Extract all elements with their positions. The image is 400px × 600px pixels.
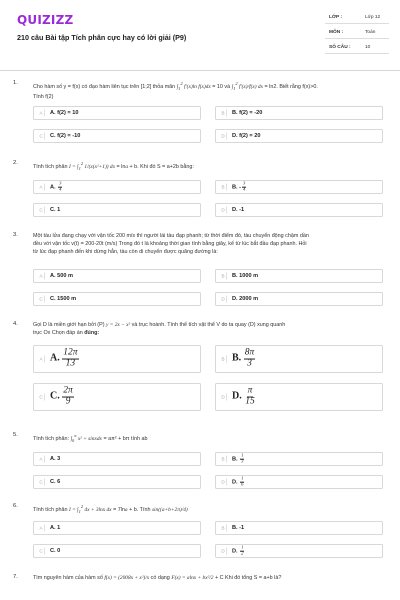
option-d[interactable]: D D. f(2) = 20 (215, 129, 383, 143)
meta-row-class (325, 12, 389, 24)
integral-expression: $I = \int_1^2$ 4x + 3lnx dx (68, 504, 112, 514)
question-text: Gọi D là miền giới hạn bởi (P) y = 2x − x² và trục hoành. Tính thể tích vật thể V do ta quay (D) xung quanh trục Ox Chọn đáp án đúng: (33, 322, 286, 336)
option-d[interactable]: D D. -1 (215, 203, 383, 217)
option-a[interactable]: A A. $\frac{3}{4}$ (33, 180, 201, 194)
question-text: Tìm nguyên hàm của hàm số f(x) = (2008x + x²)/x có dạng F(x) = alnx + bx²/2 + C Khi đó tổng S = a+b là? (33, 575, 282, 581)
header-divider (0, 70, 400, 71)
quizizz-logo: QUIZIZZ (17, 13, 74, 27)
meta-row-subject (325, 27, 389, 39)
option-c[interactable]: C C. 1500 m (33, 292, 201, 306)
option-a[interactable]: A A. $\frac{12\pi}{13}$ (33, 345, 201, 373)
integral-expression: $\int_0^\pi$ x² + sinxdx (70, 433, 102, 443)
option-c[interactable]: C C. $\frac{2\pi}{9}$ (33, 383, 201, 411)
meta-label: MÔN : (329, 30, 344, 35)
integral-expression-2: $\int_1^2$ f'(x)/f(x) dx (231, 81, 263, 91)
meta-value: Lớp 12 (365, 15, 381, 20)
document-header (0, 0, 400, 66)
option-c[interactable]: C C. f(2) = -10 (33, 129, 201, 143)
question-number: 2. (13, 160, 18, 166)
option-a[interactable]: A A. 1 (33, 521, 201, 535)
meta-value: Toán (365, 30, 376, 35)
meta-label: SỐ CÂU : (329, 45, 351, 50)
option-a[interactable]: A A. 500 m (33, 269, 201, 283)
antiderivative-expression: F(x) = alnx + bx²/2 (171, 575, 214, 581)
question-number: 5. (13, 432, 18, 438)
question-number: 4. (13, 321, 18, 327)
option-b[interactable]: B B. 1000 m (215, 269, 383, 283)
option-a[interactable]: A A. 3 (33, 452, 201, 466)
meta-value: 10 (365, 45, 371, 50)
parabola-expression: y = 2x − x² (105, 322, 131, 328)
option-b[interactable]: B B. f(2) = -20 (215, 106, 383, 120)
question-number: 6. (13, 503, 18, 509)
question-number: 3. (13, 232, 18, 238)
question-text: Tính tích phân $I = \int_1^2$ 4x + 3lnx dx = 7lna + b. Tính sin((a+b+2π)/4) (33, 504, 188, 514)
option-b[interactable]: B B. -1 (215, 521, 383, 535)
option-d[interactable]: D D. $\frac{1}{6}$ (215, 475, 383, 489)
option-b[interactable]: B B. - $\frac{3}{4}$ (215, 180, 383, 194)
question-text: Tính tích phân $I = \int_1^2$ 1/(x(x²+1)) dx = lna + b. Khi đó S = a+2b bằng: (33, 161, 194, 171)
meta-row-count (325, 42, 389, 54)
question-text: Cho hàm số y = f(x) có đạo hàm liên tục trên [1;2] thỏa mãn $\int_1^2$ f'(x)ln f(x)dx = 10 và $\int_1^2$ f'(x)/f(x) dx = ln2. Biết rằng f(x)>0. Tính f(2) (33, 81, 318, 100)
function-expression: f(x) = (2008x + x²)/x (104, 575, 150, 581)
option-c[interactable]: C C. 1 (33, 203, 201, 217)
option-d[interactable]: D D. $\frac{1}{2}$ (215, 544, 383, 558)
option-b[interactable]: B B. $\frac{1}{3}$ (215, 452, 383, 466)
option-d[interactable]: D D. 2000 m (215, 292, 383, 306)
option-a[interactable]: A A. f(2) = 10 (33, 106, 201, 120)
page-title: 210 câu Bài tập Tích phân cực hay có lời giải (P9) (17, 33, 187, 42)
meta-label: LỚP : (329, 15, 343, 20)
sine-expression: sin((a+b+2π)/4) (151, 506, 188, 513)
option-b[interactable]: B B. $\frac{8\pi}{3}$ (215, 345, 383, 373)
question-text: Một tàu lửa đang chạy với vận tốc 200 m/s thì người lái tàu đạp phanh; từ thời điểm đó, tàu chuyển động chậm dần đều với vận tốc v(t) = 200-20t (m/s) Trong đó t là khoảng thời gian tính bằng giây, kể từ lúc bắt đầu đạp phanh. Hỏi từ lúc đạp phanh đến khi dừng hẳn, tàu còn di chuyển được quãng đường là: (33, 233, 309, 255)
integral-expression-1: $\int_1^2$ f'(x)ln f(x)dx (176, 81, 211, 91)
question-text: Tính tích phân: $\int_0^\pi$ x² + sinxdx = aπ² + bπ tính ab (33, 433, 148, 443)
option-c[interactable]: C C. 6 (33, 475, 201, 489)
option-c[interactable]: C C. 0 (33, 544, 201, 558)
option-d[interactable]: D D. $\frac{\pi}{15}$ (215, 383, 383, 411)
question-number: 1. (13, 80, 18, 86)
question-number: 7. (13, 574, 18, 580)
integral-expression: $I = \int_1^2$ 1/(x(x²+1)) dx (68, 161, 115, 171)
